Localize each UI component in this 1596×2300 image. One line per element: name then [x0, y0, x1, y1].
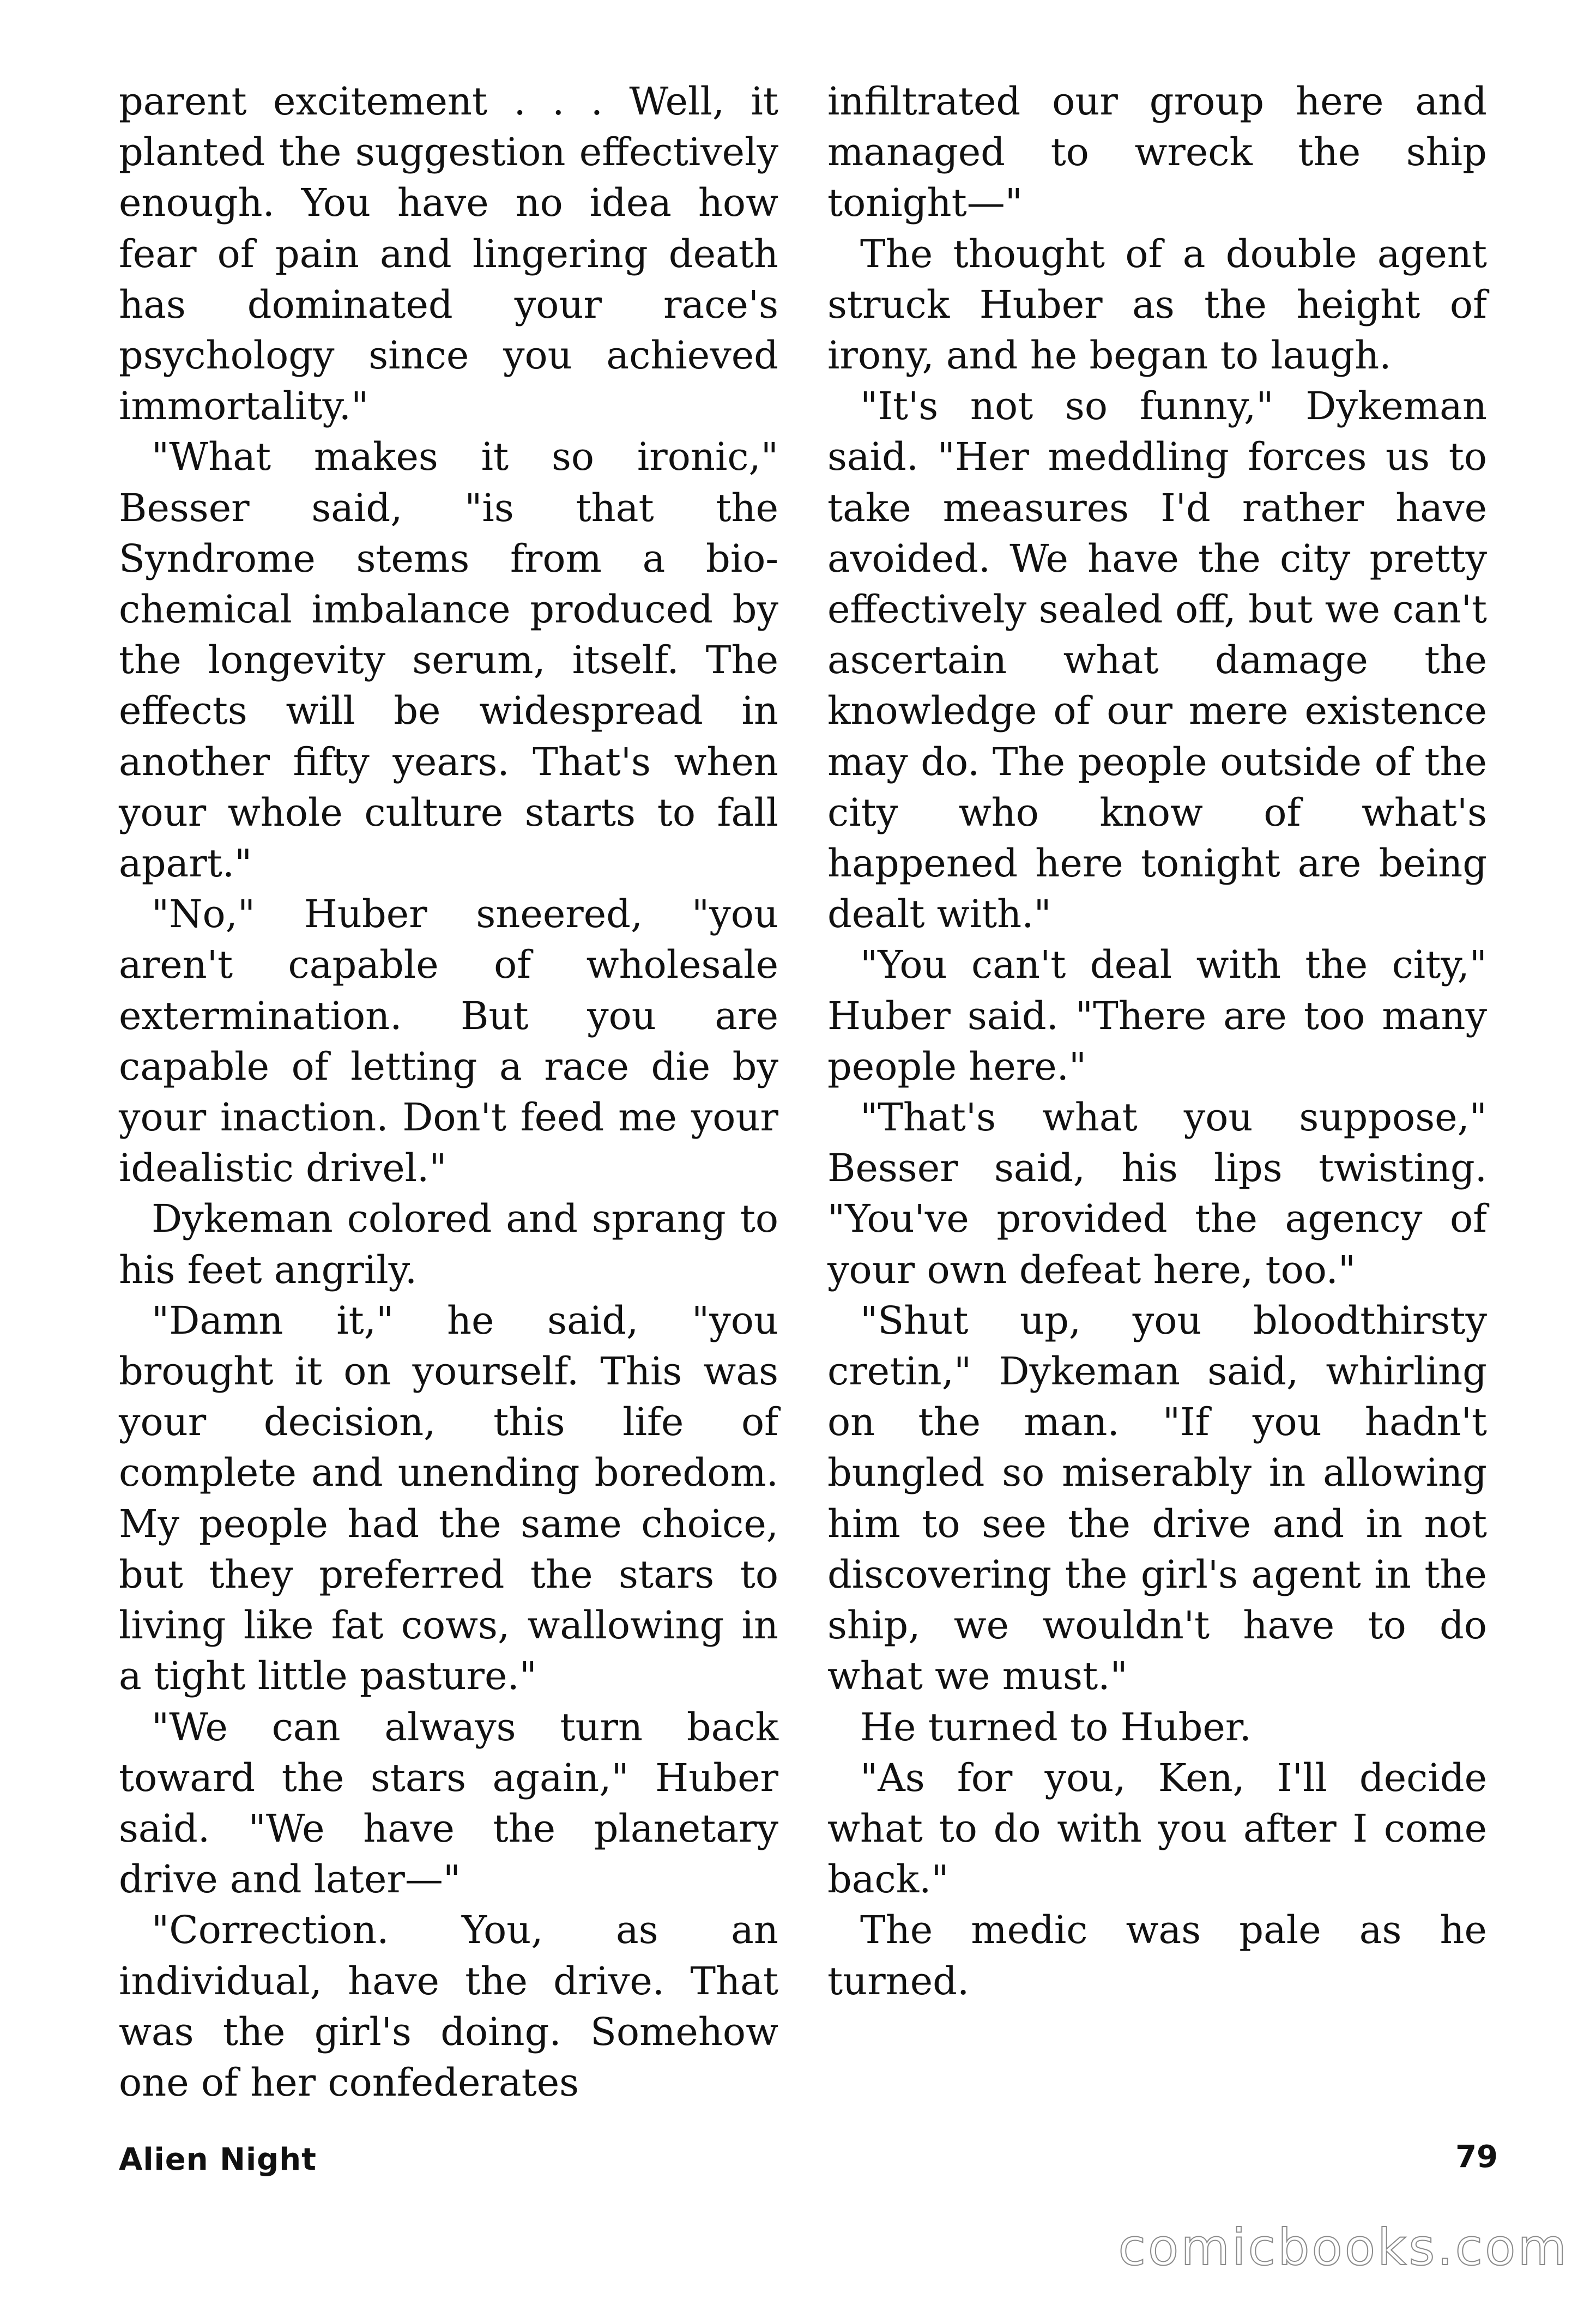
paragraph: He turned to Huber.	[860, 1704, 1252, 1750]
right-text-column	[827, 76, 1487, 2007]
paragraph: "Shut up, you bloodthirsty cretin," Dykeman said, whirling on the man. "If you hadn't bungled so miserably in allowing him to see the drive and in not discovering the girl's agent in the ship, we wouldn't have to do what we must."	[827, 1298, 1487, 1699]
paragraph: Dykeman colored and sprang to his feet angrily.	[119, 1196, 778, 1292]
paragraph: "You can't deal with the city," Huber said. "There are too many people here."	[827, 942, 1487, 1089]
paragraph: "No," Huber sneered, "you aren't capable of wholesale extermination. But you are capable of letting a race die by your inaction. Don't feed me your idealistic drivel."	[119, 892, 778, 1191]
paragraph: "As for you, Ken, I'll decide what to do with you after I come back."	[827, 1755, 1487, 1902]
running-footer-title: Alien Night	[119, 2142, 317, 2177]
paragraph: "Correction. You, as an individual, have the drive. That was the girl's doing. Somehow one of her confederates	[119, 1908, 778, 2105]
paragraph: infiltrated our group here and managed to wreck the ship tonight—"	[827, 79, 1487, 226]
paragraph: "It's not so funny," Dykeman said. "Her meddling forces us to take measures I'd rather have avoided. We have the city pretty effectively sealed off, but we can't ascertain what damage the knowledge of our mere existence may do. The people outside of the city who know of what's happened here tonight are being dealt with."	[827, 384, 1487, 937]
left-text-column	[119, 76, 778, 2108]
paragraph: The thought of a double agent struck Huber as the height of irony, and he began to laugh.	[827, 231, 1487, 378]
paragraph: The medic was pale as he turned.	[827, 1908, 1487, 2004]
paragraph: "That's what you suppose," Besser said, his lips twisting. "You've provided the agency of your own defeat here, too."	[827, 1095, 1487, 1292]
paragraph: "Damn it," he said, "you brought it on yourself. This was your decision, this life of complete and unending boredom. My people had the same choice, but they preferred the stars to living like fat cows, wallowing in a tight little pasture."	[119, 1298, 778, 1699]
paragraph: "What makes it so ironic," Besser said, "is that the Syndrome stems from a bio-chemical imbalance produced by the longevity serum, itself. The effects will be widespread in another fifty years. That's when your whole culture starts to fall apart."	[119, 434, 778, 886]
site-watermark: comicbooks.com	[1118, 2218, 1569, 2277]
page-number: 79	[1455, 2139, 1498, 2175]
paragraph: "We can always turn back toward the stars again," Huber said. "We have the planetary drive and later—"	[119, 1704, 778, 1902]
paragraph: parent excitement . . . Well, it planted the suggestion effectively enough. You have no idea how fear of pain and lingering death has dominated your race's psychology since you achieved immortality."	[119, 79, 778, 429]
